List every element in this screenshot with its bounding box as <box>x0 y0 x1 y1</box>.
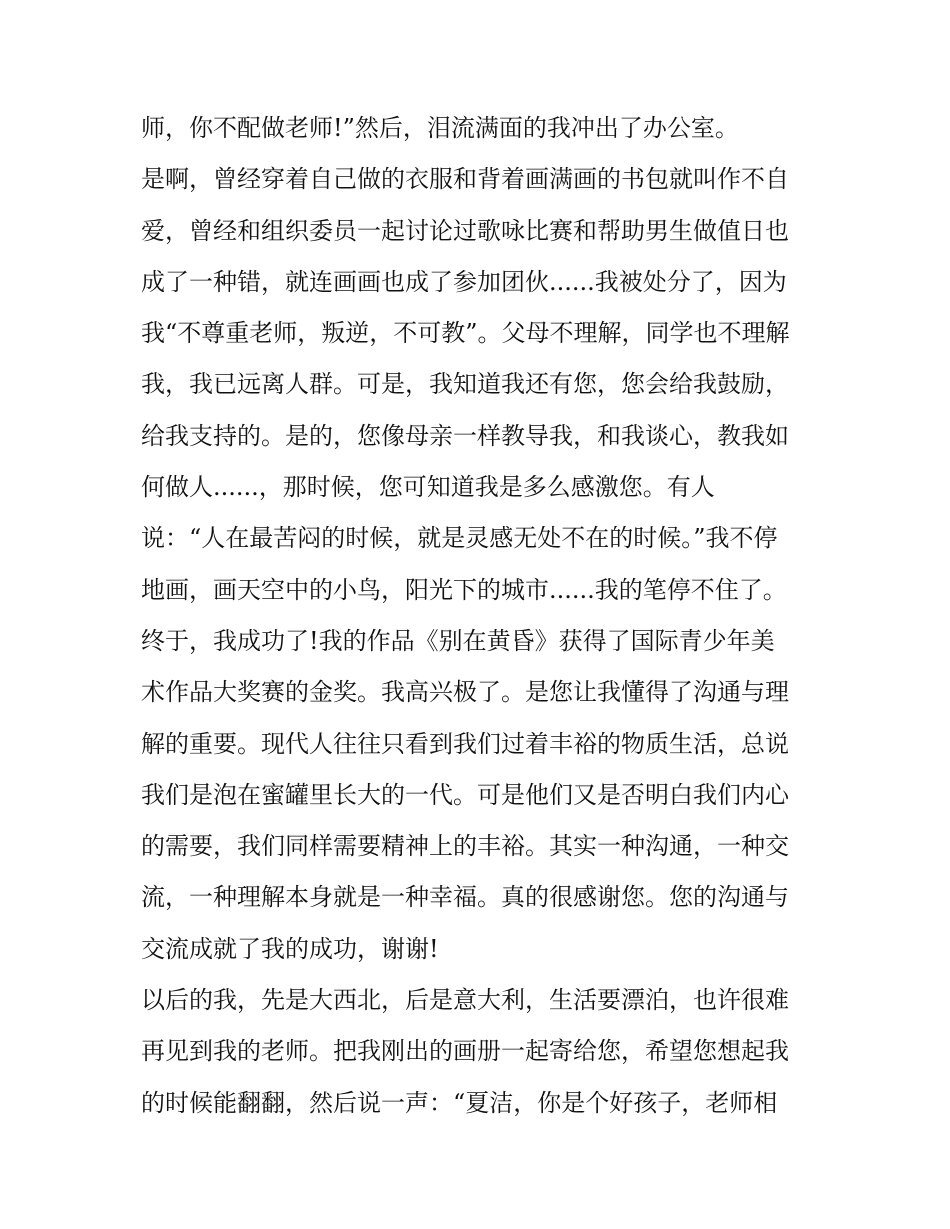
text-line: 何做人......，那时候，您可知道我是多么感激您。有人 <box>141 473 715 502</box>
text-line: 解的重要。现代人往往只看到我们过着丰裕的物质生活，总说 <box>141 729 789 758</box>
text-line: 交流成就了我的成功，谢谢! <box>141 934 439 963</box>
text-line: 给我支持的。是的，您像母亲一样教导我，和我谈心，教我如 <box>141 421 789 450</box>
text-line: 再见到我的老师。把我刚出的画册一起寄给您，希望您想起我 <box>141 1037 789 1066</box>
text-line: 术作品大奖赛的金奖。我高兴极了。是您让我懂得了沟通与理 <box>141 678 789 707</box>
text-line: 爱，曾经和组织委员一起讨论过歌咏比赛和帮助男生做值日也 <box>141 216 789 245</box>
text-line: 我，我已远离人群。可是，我知道我还有您，您会给我鼓励， <box>141 370 789 399</box>
body-text <box>141 108 821 1134</box>
text-line: 师，你不配做老师!”然后，泪流满面的我冲出了办公室。 <box>141 114 739 142</box>
text-line: 成了一种错，就连画画也成了参加团伙......我被处分了，因为 <box>141 267 787 296</box>
text-line: 我“不尊重老师，叛逆，不可教”。父母不理解，同学也不理解 <box>141 319 790 348</box>
text-line: 是啊，曾经穿着自己做的衣服和背着画满画的书包就叫作不自 <box>141 165 789 194</box>
text-line: 以后的我，先是大西北，后是意大利，生活要漂泊，也许很难 <box>141 986 789 1015</box>
text-line: 流，一种理解本身就是一种幸福。真的很感谢您。您的沟通与 <box>141 883 789 912</box>
text-line: 的时候能翻翻，然后说一声：“夏洁，你是个好孩子，老师相 <box>141 1088 778 1117</box>
text-line: 的需要，我们同样需要精神上的丰裕。其实一种沟通，一种交 <box>141 832 789 861</box>
text-line: 我们是泡在蜜罐里长大的一代。可是他们又是否明白我们内心 <box>141 780 789 809</box>
text-line: 终于，我成功了!我的作品《别在黄昏》获得了国际青少年美 <box>141 626 775 655</box>
text-line: 地画，画天空中的小鸟，阳光下的城市......我的笔停不住了。 <box>141 575 787 604</box>
text-line: 说：“人在最苦闷的时候，就是灵感无处不在的时候。”我不停 <box>141 524 778 553</box>
